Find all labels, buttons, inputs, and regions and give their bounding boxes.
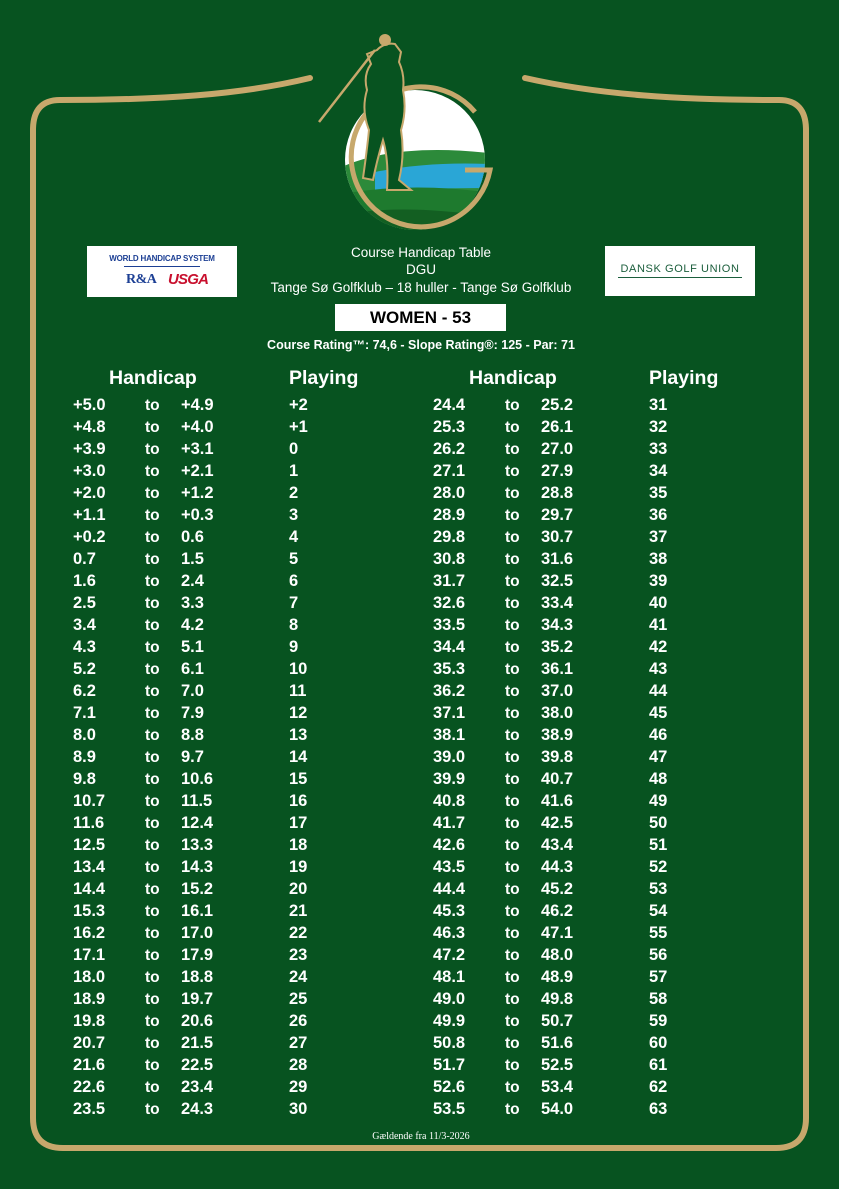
- playing-handicap: 38: [649, 550, 668, 568]
- playing-handicap: 62: [649, 1078, 668, 1096]
- handicap-to: 32.5: [541, 572, 574, 590]
- to-label: to: [145, 1057, 160, 1074]
- handicap-from: 30.8: [433, 550, 466, 568]
- to-label: to: [505, 441, 520, 458]
- playing-handicap: 49: [649, 792, 668, 810]
- to-label: to: [145, 683, 160, 700]
- to-label: to: [505, 463, 520, 480]
- handicap-to: +0.3: [181, 506, 214, 524]
- playing-handicap: 24: [289, 968, 308, 986]
- playing-handicap: 10: [289, 660, 308, 678]
- handicap-to: 47.1: [541, 924, 574, 942]
- usga-text: USGA: [168, 271, 209, 288]
- to-label: to: [145, 991, 160, 1008]
- handicap-to: +1.2: [181, 484, 214, 502]
- to-label: to: [505, 793, 520, 810]
- handicap-to: 21.5: [181, 1034, 214, 1052]
- handicap-to: 48.0: [541, 946, 574, 964]
- handicap-to: 10.6: [181, 770, 214, 788]
- playing-handicap: 46: [649, 726, 668, 744]
- handicap-header-right: Handicap: [469, 367, 557, 389]
- to-label: to: [505, 485, 520, 502]
- handicap-from: 13.4: [73, 858, 106, 876]
- handicap-from: 36.2: [433, 682, 466, 700]
- handicap-to: 41.6: [541, 792, 574, 810]
- handicap-to: 24.3: [181, 1100, 214, 1118]
- handicap-from: 20.7: [73, 1034, 106, 1052]
- handicap-from: 52.6: [433, 1078, 466, 1096]
- handicap-from: +5.0: [73, 396, 106, 414]
- playing-handicap: 9: [289, 638, 299, 656]
- rna-text: R&A: [126, 272, 157, 287]
- handicap-to: 28.8: [541, 484, 574, 502]
- to-label: to: [145, 1013, 160, 1030]
- to-label: to: [505, 1035, 520, 1052]
- to-label: to: [145, 529, 160, 546]
- playing-handicap: 33: [649, 440, 668, 458]
- to-label: to: [505, 507, 520, 524]
- to-label: to: [145, 903, 160, 920]
- to-label: to: [145, 1101, 160, 1118]
- playing-handicap: 11: [289, 682, 307, 700]
- handicap-from: 38.1: [433, 726, 466, 744]
- to-label: to: [145, 397, 160, 414]
- handicap-to: 19.7: [181, 990, 214, 1008]
- handicap-to: 25.2: [541, 396, 574, 414]
- playing-handicap: 48: [649, 770, 668, 788]
- course-name: Tange Sø Golfklub – 18 huller - Tange Sø Golfklub: [270, 280, 572, 295]
- to-label: to: [145, 441, 160, 458]
- to-label: to: [505, 529, 520, 546]
- playing-handicap: 26: [289, 1012, 308, 1030]
- playing-handicap: 5: [289, 550, 299, 568]
- to-label: to: [505, 1013, 520, 1030]
- handicap-to: 53.4: [541, 1078, 574, 1096]
- to-label: to: [505, 617, 520, 634]
- playing-handicap: 54: [649, 902, 668, 920]
- handicap-to: 18.8: [181, 968, 214, 986]
- handicap-to: 30.7: [541, 528, 574, 546]
- handicap-to: 45.2: [541, 880, 574, 898]
- whs-title: WORLD HANDICAP SYSTEM: [109, 254, 215, 263]
- handicap-from: 29.8: [433, 528, 466, 546]
- playing-handicap: 27: [289, 1034, 308, 1052]
- to-label: to: [145, 595, 160, 612]
- playing-handicap: 34: [649, 462, 668, 480]
- handicap-to: +4.0: [181, 418, 214, 436]
- handicap-from: 43.5: [433, 858, 466, 876]
- handicap-to: 38.0: [541, 704, 574, 722]
- to-label: to: [145, 969, 160, 986]
- playing-handicap: 52: [649, 858, 668, 876]
- dgu-underline: [618, 277, 742, 278]
- playing-handicap: 42: [649, 638, 668, 656]
- handicap-from: 8.9: [73, 748, 96, 766]
- whs-underline: [124, 266, 200, 267]
- to-label: to: [505, 903, 520, 920]
- playing-handicap: 39: [649, 572, 668, 590]
- playing-handicap: 41: [649, 616, 668, 634]
- playing-handicap: 22: [289, 924, 308, 942]
- handicap-to: 11.5: [181, 792, 213, 810]
- to-label: to: [145, 485, 160, 502]
- handicap-from: 44.4: [433, 880, 466, 898]
- playing-handicap: 44: [649, 682, 668, 700]
- to-label: to: [145, 639, 160, 656]
- handicap-from: 23.5: [73, 1100, 106, 1118]
- playing-handicap: 18: [289, 836, 308, 854]
- handicap-to: 8.8: [181, 726, 204, 744]
- handicap-to: +4.9: [181, 396, 214, 414]
- to-label: to: [505, 859, 520, 876]
- handicap-to: 36.1: [541, 660, 574, 678]
- to-label: to: [145, 793, 160, 810]
- to-label: to: [505, 749, 520, 766]
- to-label: to: [145, 1035, 160, 1052]
- to-label: to: [505, 991, 520, 1008]
- handicap-to: 33.4: [541, 594, 574, 612]
- to-label: to: [145, 881, 160, 898]
- to-label: to: [505, 881, 520, 898]
- handicap-to: 23.4: [181, 1078, 214, 1096]
- handicap-to: 54.0: [541, 1100, 574, 1118]
- to-label: to: [505, 1101, 520, 1118]
- to-label: to: [505, 727, 520, 744]
- to-label: to: [505, 595, 520, 612]
- playing-handicap: 4: [289, 528, 299, 546]
- handicap-from: 21.6: [73, 1056, 106, 1074]
- handicap-to: 34.3: [541, 616, 574, 634]
- playing-handicap: 8: [289, 616, 299, 634]
- handicap-to: 1.5: [181, 550, 204, 568]
- handicap-from: 47.2: [433, 946, 466, 964]
- handicap-to: 40.7: [541, 770, 574, 788]
- handicap-to: 13.3: [181, 836, 214, 854]
- playing-handicap: 53: [649, 880, 668, 898]
- course-rating-line: Course Rating™: 74,6 - Slope Rating®: 125 - Par: 71: [267, 338, 575, 352]
- handicap-to: 26.1: [541, 418, 574, 436]
- handicap-from: +3.9: [73, 440, 106, 458]
- playing-handicap: 7: [289, 594, 299, 612]
- handicap-to: 7.9: [181, 704, 204, 722]
- playing-handicap: 51: [649, 836, 668, 854]
- playing-handicap: 28: [289, 1056, 308, 1074]
- handicap-to: 3.3: [181, 594, 204, 612]
- playing-handicap: 1: [289, 462, 299, 480]
- handicap-from: 1.6: [73, 572, 96, 590]
- playing-handicap: 35: [649, 484, 668, 502]
- playing-handicap: 19: [289, 858, 308, 876]
- to-label: to: [145, 705, 160, 722]
- category-badge: WOMEN - 53: [335, 304, 506, 331]
- handicap-to: 5.1: [181, 638, 204, 656]
- to-label: to: [145, 463, 160, 480]
- handicap-to: 0.6: [181, 528, 204, 546]
- to-label: to: [505, 771, 520, 788]
- to-label: to: [145, 573, 160, 590]
- to-label: to: [145, 859, 160, 876]
- playing-handicap: 15: [289, 770, 308, 788]
- handicap-to: 46.2: [541, 902, 574, 920]
- handicap-from: 50.8: [433, 1034, 466, 1052]
- playing-handicap: 61: [649, 1056, 668, 1074]
- playing-handicap: 45: [649, 704, 668, 722]
- to-label: to: [145, 947, 160, 964]
- handicap-from: 17.1: [73, 946, 106, 964]
- handicap-from: 18.9: [73, 990, 106, 1008]
- playing-handicap: 13: [289, 726, 308, 744]
- handicap-to: 31.6: [541, 550, 574, 568]
- handicap-from: 25.3: [433, 418, 466, 436]
- handicap-to: 51.6: [541, 1034, 574, 1052]
- to-label: to: [505, 1057, 520, 1074]
- valid-from-footer: Gældende fra 11/3-2026: [372, 1131, 470, 1142]
- to-label: to: [145, 419, 160, 436]
- handicap-to: 52.5: [541, 1056, 574, 1074]
- to-label: to: [505, 683, 520, 700]
- handicap-from: 6.2: [73, 682, 96, 700]
- playing-handicap: 21: [289, 902, 308, 920]
- handicap-from: +1.1: [73, 506, 106, 524]
- to-label: to: [505, 815, 520, 832]
- handicap-to: 27.0: [541, 440, 574, 458]
- handicap-from: 27.1: [433, 462, 466, 480]
- handicap-from: 39.0: [433, 748, 466, 766]
- to-label: to: [505, 639, 520, 656]
- handicap-from: 39.9: [433, 770, 466, 788]
- handicap-to: 17.9: [181, 946, 214, 964]
- handicap-to: 48.9: [541, 968, 574, 986]
- golfer-logo-icon: [315, 30, 515, 230]
- playing-handicap: 47: [649, 748, 668, 766]
- handicap-header-left: Handicap: [109, 367, 197, 389]
- handicap-from: 34.4: [433, 638, 466, 656]
- to-label: to: [145, 551, 160, 568]
- handicap-from: 35.3: [433, 660, 466, 678]
- to-label: to: [145, 837, 160, 854]
- table-title: Course Handicap Table: [350, 245, 492, 260]
- handicap-from: +3.0: [73, 462, 106, 480]
- handicap-from: 26.2: [433, 440, 466, 458]
- handicap-from: +2.0: [73, 484, 106, 502]
- playing-handicap: 63: [649, 1100, 668, 1118]
- to-label: to: [145, 1079, 160, 1096]
- playing-handicap: 6: [289, 572, 299, 590]
- handicap-to: 17.0: [181, 924, 214, 942]
- handicap-from: 37.1: [433, 704, 466, 722]
- handicap-to: 16.1: [181, 902, 214, 920]
- handicap-to: 29.7: [541, 506, 574, 524]
- playing-handicap: 16: [289, 792, 308, 810]
- handicap-from: 12.5: [73, 836, 106, 854]
- to-label: to: [505, 551, 520, 568]
- playing-handicap: 0: [289, 440, 299, 458]
- to-label: to: [145, 617, 160, 634]
- playing-handicap: 55: [649, 924, 668, 942]
- handicap-from: 2.5: [73, 594, 96, 612]
- handicap-from: 9.8: [73, 770, 96, 788]
- handicap-from: 41.7: [433, 814, 466, 832]
- handicap-to: 43.4: [541, 836, 574, 854]
- playing-handicap: 23: [289, 946, 308, 964]
- handicap-from: +0.2: [73, 528, 106, 546]
- handicap-from: 53.5: [433, 1100, 466, 1118]
- handicap-to: 39.8: [541, 748, 574, 766]
- handicap-to: 42.5: [541, 814, 574, 832]
- handicap-to: 12.4: [181, 814, 214, 832]
- handicap-from: 18.0: [73, 968, 106, 986]
- playing-handicap: 3: [289, 506, 299, 524]
- handicap-from: 11.6: [73, 814, 105, 832]
- handicap-from: 28.0: [433, 484, 466, 502]
- handicap-from: 32.6: [433, 594, 466, 612]
- handicap-from: +4.8: [73, 418, 106, 436]
- handicap-from: 15.3: [73, 902, 106, 920]
- handicap-to: 50.7: [541, 1012, 574, 1030]
- handicap-from: 3.4: [73, 616, 96, 634]
- playing-handicap: 50: [649, 814, 668, 832]
- to-label: to: [505, 397, 520, 414]
- handicap-from: 7.1: [73, 704, 96, 722]
- playing-handicap: 37: [649, 528, 668, 546]
- handicap-from: 4.3: [73, 638, 96, 656]
- playing-handicap: +1: [289, 418, 308, 436]
- handicap-from: 22.6: [73, 1078, 106, 1096]
- handicap-to: 37.0: [541, 682, 574, 700]
- playing-handicap: 20: [289, 880, 308, 898]
- playing-handicap: 31: [649, 396, 668, 414]
- handicap-from: 5.2: [73, 660, 96, 678]
- handicap-from: 40.8: [433, 792, 466, 810]
- to-label: to: [505, 837, 520, 854]
- handicap-to: 6.1: [181, 660, 204, 678]
- handicap-from: 0.7: [73, 550, 96, 568]
- to-label: to: [505, 419, 520, 436]
- handicap-to: 20.6: [181, 1012, 214, 1030]
- handicap-from: 51.7: [433, 1056, 466, 1074]
- handicap-to: 44.3: [541, 858, 574, 876]
- to-label: to: [505, 947, 520, 964]
- playing-handicap: 14: [289, 748, 308, 766]
- handicap-from: 16.2: [73, 924, 106, 942]
- to-label: to: [505, 969, 520, 986]
- playing-handicap: 30: [289, 1100, 308, 1118]
- organization: DGU: [406, 262, 436, 277]
- to-label: to: [145, 749, 160, 766]
- handicap-to: 9.7: [181, 748, 204, 766]
- playing-handicap: 2: [289, 484, 299, 502]
- to-label: to: [145, 507, 160, 524]
- handicap-to: 2.4: [181, 572, 204, 590]
- playing-handicap: +2: [289, 396, 308, 414]
- handicap-to: 38.9: [541, 726, 574, 744]
- playing-header-left: Playing: [289, 367, 359, 389]
- to-label: to: [145, 771, 160, 788]
- to-label: to: [505, 925, 520, 942]
- playing-handicap: 58: [649, 990, 668, 1008]
- handicap-to: 4.2: [181, 616, 204, 634]
- dgu-text: DANSK GOLF UNION: [620, 263, 740, 275]
- handicap-from: 28.9: [433, 506, 466, 524]
- handicap-to: 15.2: [181, 880, 214, 898]
- handicap-to: +3.1: [181, 440, 214, 458]
- handicap-from: 19.8: [73, 1012, 106, 1030]
- handicap-to: +2.1: [181, 462, 214, 480]
- handicap-from: 42.6: [433, 836, 466, 854]
- handicap-to: 49.8: [541, 990, 574, 1008]
- to-label: to: [505, 1079, 520, 1096]
- playing-handicap: 12: [289, 704, 308, 722]
- playing-handicap: 40: [649, 594, 668, 612]
- handicap-from: 33.5: [433, 616, 466, 634]
- handicap-from: 31.7: [433, 572, 466, 590]
- playing-handicap: 56: [649, 946, 668, 964]
- playing-handicap: 32: [649, 418, 668, 436]
- handicap-to: 27.9: [541, 462, 574, 480]
- playing-handicap: 36: [649, 506, 668, 524]
- playing-handicap: 43: [649, 660, 668, 678]
- handicap-from: 14.4: [73, 880, 106, 898]
- handicap-from: 49.9: [433, 1012, 466, 1030]
- handicap-from: 46.3: [433, 924, 466, 942]
- handicap-from: 49.0: [433, 990, 466, 1008]
- to-label: to: [505, 705, 520, 722]
- playing-handicap: 59: [649, 1012, 668, 1030]
- playing-header-right: Playing: [649, 367, 719, 389]
- handicap-to: 14.3: [181, 858, 214, 876]
- handicap-from: 45.3: [433, 902, 466, 920]
- to-label: to: [505, 573, 520, 590]
- handicap-to: 22.5: [181, 1056, 214, 1074]
- playing-handicap: 60: [649, 1034, 668, 1052]
- playing-handicap: 57: [649, 968, 668, 986]
- to-label: to: [145, 925, 160, 942]
- handicap-from: 24.4: [433, 396, 466, 414]
- to-label: to: [505, 661, 520, 678]
- playing-handicap: 25: [289, 990, 308, 1008]
- handicap-to: 7.0: [181, 682, 204, 700]
- to-label: to: [145, 661, 160, 678]
- handicap-from: 8.0: [73, 726, 96, 744]
- playing-handicap: 29: [289, 1078, 308, 1096]
- to-label: to: [145, 727, 160, 744]
- to-label: to: [145, 815, 160, 832]
- playing-handicap: 17: [289, 814, 308, 832]
- handicap-from: 10.7: [73, 792, 106, 810]
- handicap-from: 48.1: [433, 968, 466, 986]
- handicap-to: 35.2: [541, 638, 574, 656]
